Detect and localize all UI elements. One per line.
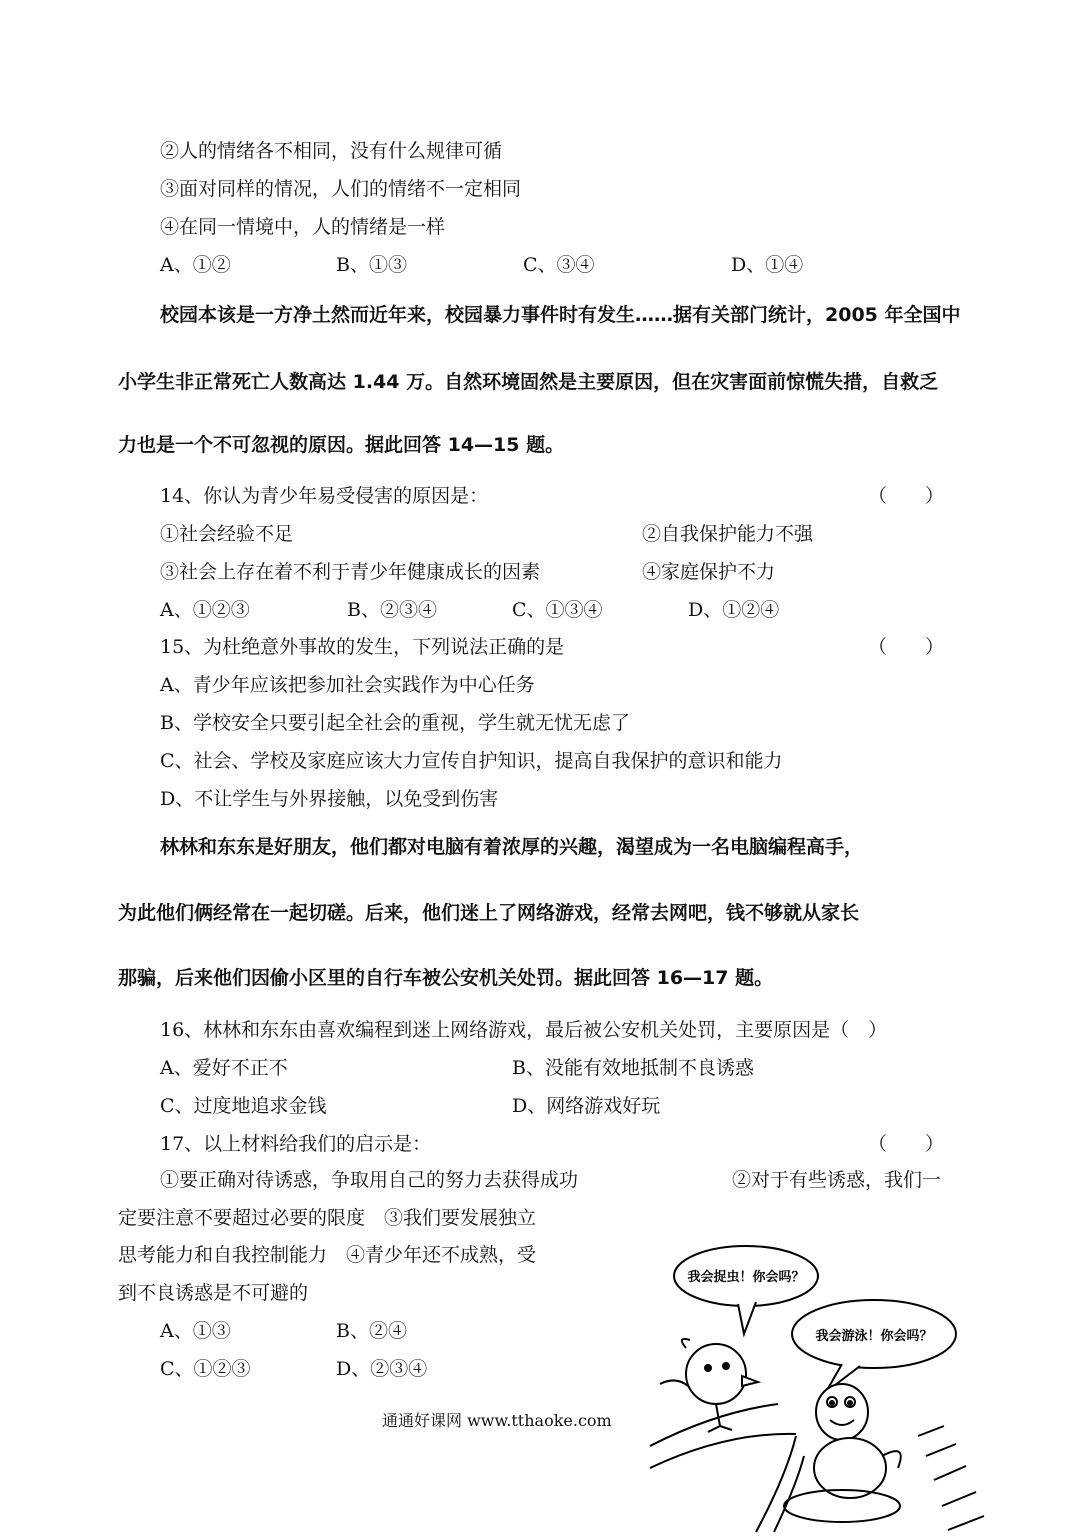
q16-stem: 16、林林和东东由喜欢编程到迷上网络游戏，最后被公安机关处罚，主要原因是（ ） [160,1019,888,1041]
speech-bubble-2 [792,1300,956,1392]
q13-statement-2: ②人的情绪各不相同，没有什么规律可循 [160,140,503,162]
q14-statement-3: ③社会上存在着不利于青少年健康成长的因素 [160,561,541,583]
q13-option-c: C、③④ [523,254,595,276]
footer-watermark: 通通好课网 www.tthaoke.com [382,1411,612,1430]
q14-stem: 14、你认为青少年易受侵害的原因是： [160,485,489,507]
q14-option-a: A、①②③ [160,599,250,621]
q17-answer-paren: （ ） [868,1133,945,1155]
q15-answer-paren: （ ） [868,636,945,658]
q17-statement-2-start: ②对于有些诱惑，我们一 [732,1169,942,1191]
q14-option-b: B、②③④ [347,599,437,621]
q17-statement-1: ①要正确对待诱惑，争取用自己的努力去获得成功 [160,1169,579,1191]
bubble-2-text: 我会游泳！你会吗？ [815,1329,933,1344]
q17-option-c: C、①②③ [160,1358,251,1380]
cartoon-svg [646,1236,990,1536]
q17-statement-line-2: 定要注意不要超过必要的限度 ③我们要发展独立 [118,1207,537,1229]
passage2-line-3: 那骗，后来他们因偷小区里的自行车被公安机关处罚。据此回答 16—17 题。 [118,967,774,989]
passage1-line-3: 力也是一个不可忽视的原因。据此回答 14—15 题。 [118,434,565,456]
q17-statement-line-3: 思考能力和自我控制能力 ④青少年还不成熟，受 [118,1244,537,1266]
speech-bubble-1 [674,1246,818,1334]
q17-option-b: B、②④ [336,1320,407,1342]
q17-option-a: A、①③ [160,1320,231,1342]
q15-option-b: B、学校安全只要引起全社会的重视，学生就无忧无虑了 [160,712,630,734]
q13-statement-4: ④在同一情境中，人的情绪是一样 [160,216,446,238]
duckling-figure [784,1384,901,1522]
q13-option-b: B、①③ [336,254,407,276]
q14-statement-2: ②自我保护能力不强 [642,523,814,545]
q15-option-a: A、青少年应该把参加社会实践作为中心任务 [160,674,535,696]
passage1-line-1: 校园本该是一方净土然而近年来，校园暴力事件时有发生……据有关部门统计，2005 年全国中 [160,304,961,326]
chick-figure [660,1339,758,1432]
q16-option-d: D、网络游戏好玩 [512,1095,661,1117]
q14-option-d: D、①②④ [688,599,780,621]
q14-statement-1: ①社会经验不足 [160,523,294,545]
q15-option-d: D、不让学生与外界接触，以免受到伤害 [160,788,499,810]
q14-statement-4: ④家庭保护不力 [642,561,776,583]
q14-answer-paren: （ ） [868,485,945,507]
q13-option-a: A、①② [160,254,231,276]
q15-stem: 15、为杜绝意外事故的发生，下列说法正确的是 [160,636,565,658]
q15-option-c: C、社会、学校及家庭应该大力宣传自护知识，提高自我保护的意识和能力 [160,750,783,772]
q17-statement-line-4: 到不良诱惑是不可避的 [118,1282,309,1304]
q17-stem: 17、以上材料给我们的启示是： [160,1133,432,1155]
q16-option-c: C、过度地追求金钱 [160,1095,327,1117]
q17-option-d: D、②③④ [336,1358,428,1380]
q16-option-a: A、爱好不正不 [160,1057,288,1079]
bubble-1-text: 我会捉虫！你会吗？ [687,1270,805,1285]
passage2-line-2: 为此他们俩经常在一起切磋。后来，他们迷上了网络游戏，经常去网吧，钱不够就从家长 [118,902,860,924]
q13-option-d: D、①④ [731,254,804,276]
q13-statement-3: ③面对同样的情况，人们的情绪不一定相同 [160,178,522,200]
q16-option-b: B、没能有效地抵制不良诱惑 [512,1057,754,1079]
passage1-line-2: 小学生非正常死亡人数高达 1.44 万。自然环境固然是主要原因，但在灾害面前惊慌失措，自救乏 [118,371,939,393]
cartoon-illustration [646,1236,990,1536]
q14-option-c: C、①③④ [512,599,603,621]
passage2-line-1: 林林和东东是好朋友，他们都对电脑有着浓厚的兴趣，渴望成为一名电脑编程高手， [160,836,864,858]
